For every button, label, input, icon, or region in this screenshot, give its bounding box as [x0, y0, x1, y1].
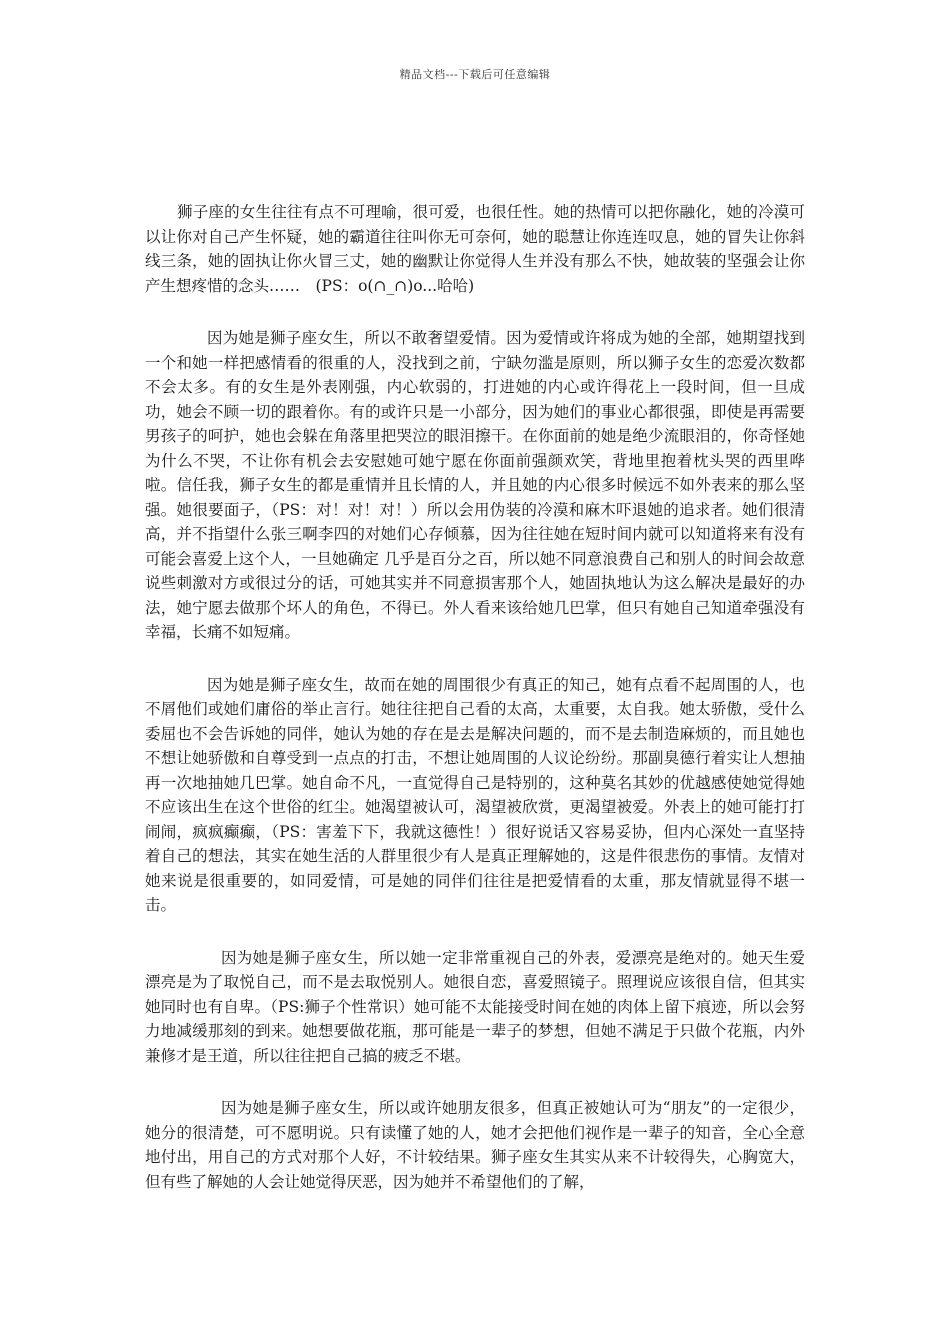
paragraph: 因为她是狮子座女生，所以不敢奢望爱情。因为爱情或许将成为她的全部，她期望找到一个和她一样把感情看的很重的人，没找到之前，宁缺勿滥是原则，所以狮子女生的恋爱次数都不会太多。有的女生是外表刚强，内心软弱的，打进她的内心或许得花上一段时间，但一旦成功，她会不顾一切的跟着你。有的或许只是一小部分，因为她们的事业心都很强，即使是再需要男孩子的呵护，她也会躲在角落里把哭泣的眼泪擦干。在你面前的她是绝少流眼泪的，你奇怪她为什么不哭，不让你有机会去安慰她可她宁愿在你面前强颜欢笑，背地里抱着枕头哭的西里哗啦。信任我，狮子女生的都是重情并且长情的人，并且她的内心很多时候远不如外表来的那么坚强。她很要面子，（PS：对！对！对！）所以会用伪装的冷漠和麻木吓退她的追求者。她们很清高，并不指望什么张三啊李四的对她们心存倾慕，因为往往她在短时间内就可以知道将来有没有可能会喜爱上这个人，一旦她确定 几乎是百分之百，所以她不同意浪费自己和别人的时间会故意说些刺激对方或很过分的话，可她其实并不同意损害那个人，她固执地认为这么解决是最好的办法，她宁愿去做那个坏人的角色，不得已。外人看来该给她几巴掌，但只有她自己知道牵强没有幸福，长痛不如短痛。: [145, 329, 805, 641]
paragraph: 因为她是狮子座女生，所以她一定非常重视自己的外表，爱漂亮是绝对的。她天生爱漂亮是为了取悦自己，而不是去取悦别人。她很自恋，喜爱照镜子。照理说应该很自信，但其实她同时也有自卑。（PS:狮子个性常识）她可能不太能接受时间在她的肉体上留下痕迹，所以会努力地减缓那刻的到来。她想要做花瓶，那可能是一辈子的梦想，但她不满足于只做个花瓶，内外兼修才是王道，所以往往把自己搞的疲乏不堪。: [145, 948, 805, 1065]
document-body: [145, 200, 805, 1222]
page-header: 精品文档---下载后可任意编辑: [399, 68, 551, 81]
paragraph: 因为她是狮子座女生，所以或许她朋友很多，但真正被她认可为“朋友”的一定很少，她分的很清楚，可不愿明说。只有读懂了她的人，她才会把他们视作是一辈子的知音，全心全意地付出，用自己的方式对那个人好，不计较结果。狮子座女生其实从来不计较得失，心胸宽大，但有些了解她的人会让她觉得厌恶，因为她并不希望他们的了解，: [145, 1099, 805, 1191]
paragraph: 狮子座的女生往往有点不可理喻，很可爱，也很任性。她的热情可以把你融化，她的冷漠可以让你对自己产生怀疑，她的霸道往往叫你无可奈何，她的聪慧让你连连叹息，她的冒失让你斜线三条，她的固执让你火冒三丈，她的幽默让你觉得人生并没有那么不快，她故装的坚强会让你产生想疼惜的念头…… (PS：o(∩_∩)o...哈哈): [145, 203, 805, 295]
paragraph: 因为她是狮子座女生，故而在她的周围很少有真正的知己，她有点看不起周围的人，也不屑他们或她们庸俗的举止言行。她往往把自己看的太高，太重要，太自我。她太骄傲，受什么委屈也不会告诉她的同伴，她认为她的存在是去是解决问题的，而不是去制造麻烦的，而且她也不想让她骄傲和自尊受到一点点的打击，不想让她周围的人议论纷纷。那副臭德行着实让人想抽再一次地抽她几巴掌。她自命不凡，一直觉得自己是特别的，这种莫名其妙的优越感使她觉得她不应该出生在这个世俗的红尘。她渴望被认可，渴望被欣赏，更渴望被爱。外表上的她可能打打闹闹，疯疯癫癫，（PS：害羞下下，我就这德性！）很好说话又容易妥协，但内心深处一直坚持着自己的想法，其实在她生活的人群里很少有人是真正理解她的，这是件很悲伤的事情。友情对她来说是很重要的，如同爱情，可是她的同伴们往往是把爱情看的太重，那友情就显得不堪一击。: [145, 675, 805, 914]
